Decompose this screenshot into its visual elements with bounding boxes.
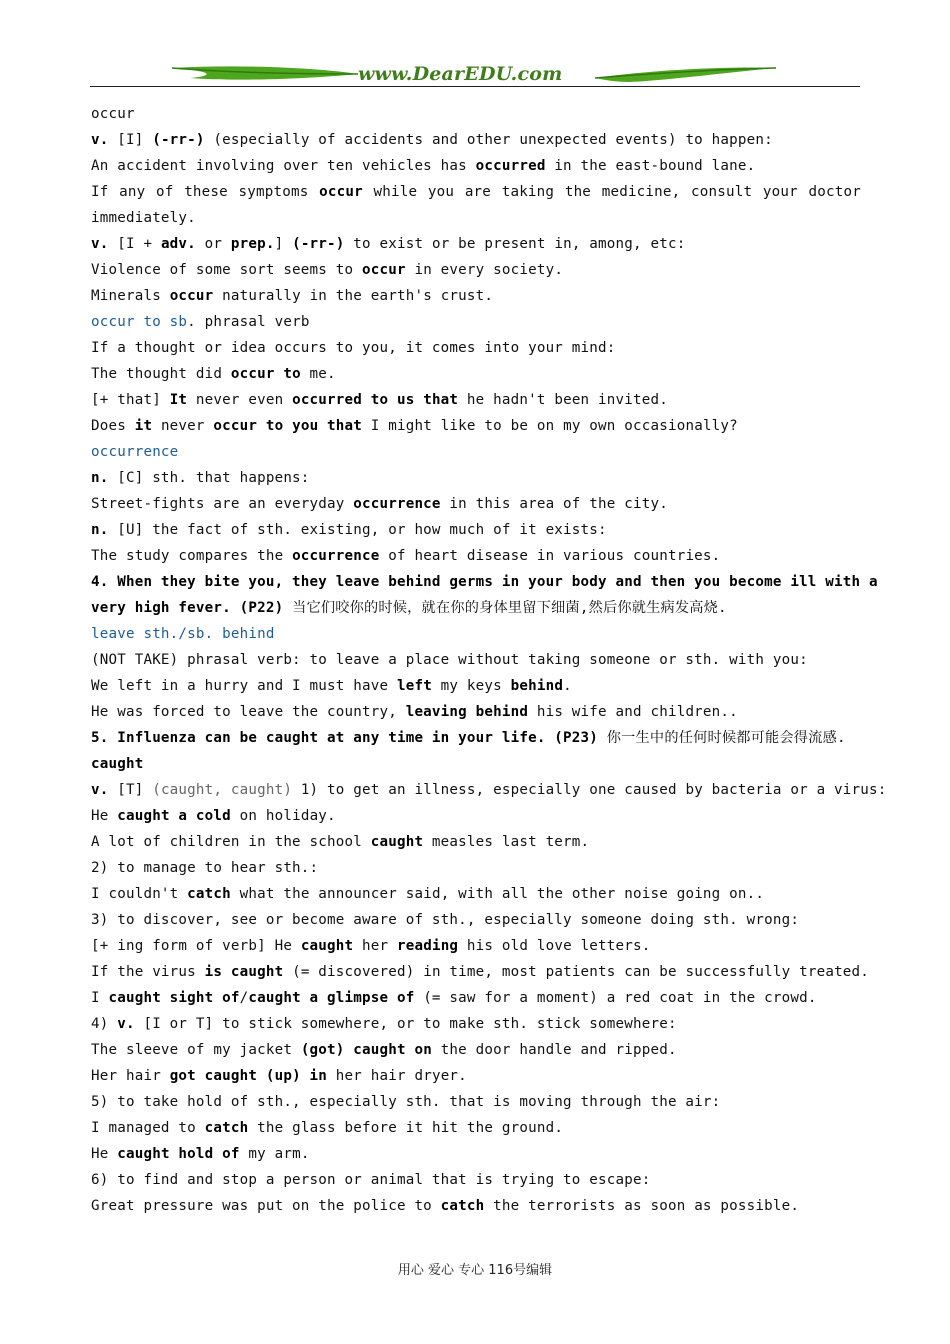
line-text: her	[353, 938, 397, 954]
line-text: never even	[187, 392, 293, 408]
line-text: /	[239, 990, 249, 1006]
bold-term: (-rr-)	[152, 132, 205, 148]
line-text: ]	[274, 236, 293, 252]
text-line	[91, 153, 861, 179]
line-text: 你一生中的任何时候都可能会得流感.	[606, 730, 846, 746]
text-line	[91, 959, 870, 985]
text-line	[91, 205, 861, 231]
line-text: [U] the fact of sth. existing, or how much of it exists:	[108, 522, 607, 538]
text-line	[91, 257, 861, 283]
line-text: Violence of some sort seems to	[91, 262, 362, 278]
document-body	[91, 101, 887, 1219]
line-text: in this area of the city.	[440, 496, 668, 512]
text-line	[91, 1193, 861, 1219]
line-text: in the east-bound lane.	[545, 158, 756, 174]
bold-term: very high fever. (P22)	[91, 600, 293, 616]
line-text: An accident involving over ten vehicles has	[91, 158, 476, 174]
bold-term: leaving behind	[405, 704, 529, 720]
line-text: We left in a hurry and I must have	[91, 678, 397, 694]
text-line	[91, 387, 861, 413]
verb-forms: (caught, caught)	[152, 782, 293, 798]
text-line	[91, 491, 861, 517]
line-text: the door handle and ripped.	[431, 1042, 677, 1058]
line-text: [I]	[108, 132, 153, 148]
bold-term: it	[134, 418, 153, 434]
site-logo-text: www.DearEDU.com	[358, 63, 563, 85]
line-text: 6) to find and stop a person or animal that is trying to escape:	[91, 1172, 651, 1188]
line-text: The thought did	[91, 366, 231, 382]
bold-term: reading	[396, 938, 459, 954]
bold-term: v.	[91, 782, 109, 798]
line-text: [I or T] to stick somewhere, or to make sth. stick somewhere:	[134, 1016, 677, 1032]
text-line	[91, 829, 861, 855]
line-text: Street-fights are an everyday	[91, 496, 354, 512]
bold-term: caught a cold	[117, 808, 231, 824]
text-line	[91, 127, 861, 153]
bold-term: got caught (up) in	[169, 1068, 328, 1084]
line-text: in every society.	[405, 262, 564, 278]
page-footer: 用心 爱心 专心 116号编辑	[397, 1263, 553, 1278]
bold-term: occurred	[475, 158, 546, 174]
bold-term: caught a glimpse of	[248, 990, 415, 1006]
text-line	[91, 803, 861, 829]
bold-term: occur to you that	[213, 418, 363, 434]
text-line	[91, 465, 861, 491]
line-text: measles last term.	[423, 834, 590, 850]
text-line	[91, 985, 861, 1011]
bold-term: occur	[362, 262, 406, 278]
text-line	[91, 1089, 861, 1115]
line-text: naturally in the earth's crust.	[213, 288, 494, 304]
line-text: He was forced to leave the country,	[91, 704, 406, 720]
line-text: [C] sth. that happens:	[108, 470, 310, 486]
line-text: 当它们咬你的时候，就在你的身体里留下细菌,然后你就生病发高烧.	[292, 600, 727, 616]
text-line	[91, 101, 861, 127]
text-line	[91, 595, 861, 621]
line-text: Her hair	[91, 1068, 170, 1084]
line-text: I	[91, 990, 109, 1006]
line-text: (NOT TAKE) phrasal verb: to leave a place without taking someone or sth. with you:	[91, 652, 808, 668]
line-text: my arm.	[239, 1146, 310, 1162]
line-text: I managed to	[91, 1120, 205, 1136]
bold-term: catch	[204, 1120, 249, 1136]
line-text: If a thought or idea occurs to you, it comes into your mind:	[91, 340, 616, 356]
bold-term: v.	[91, 236, 109, 252]
line-text: Minerals	[91, 288, 170, 304]
text-line	[91, 673, 861, 699]
line-text: me.	[300, 366, 336, 382]
text-line	[91, 907, 861, 933]
bold-term: caught	[91, 756, 144, 772]
line-text: 5) to take hold of sth., especially sth. that is moving through the air:	[91, 1094, 721, 1110]
text-line	[91, 699, 861, 725]
text-line	[91, 439, 861, 465]
bold-term: v.	[117, 1016, 135, 1032]
text-line	[91, 881, 861, 907]
line-text: (= discovered) in time, most patients can be successfully treated.	[283, 964, 870, 980]
line-text: what the announcer said, with all the other noise going on..	[230, 886, 765, 902]
bold-term: is caught	[204, 964, 284, 980]
bold-term: It	[169, 392, 188, 408]
line-text: his wife and children..	[528, 704, 738, 720]
line-text: I couldn't	[91, 886, 188, 902]
bold-term: 4. When they bite you, they leave behind germs in your body and then you become ill with a	[91, 574, 878, 590]
line-text: to exist or be present in, among, etc:	[344, 236, 686, 252]
bold-term: catch	[440, 1198, 485, 1214]
line-text: I might like to be on my own occasionally?	[362, 418, 738, 434]
line-text: of heart disease in various countries.	[379, 548, 721, 564]
line-text: occur	[91, 106, 135, 122]
line-text: while you are taking the medicine, consult your doctor	[362, 184, 861, 200]
bold-term: 5. Influenza can be caught at any time in your life. (P23)	[91, 730, 607, 746]
bold-term: (got) caught on	[300, 1042, 432, 1058]
line-text: he hadn't been invited.	[458, 392, 668, 408]
line-text: (= saw for a moment) a red coat in the crowd.	[414, 990, 817, 1006]
bold-term: caught	[300, 938, 354, 954]
line-text: The sleeve of my jacket	[91, 1042, 301, 1058]
text-line	[91, 751, 861, 777]
bold-term: caught	[370, 834, 424, 850]
bold-term: (-rr-)	[292, 236, 345, 252]
text-line	[91, 647, 861, 673]
text-line	[91, 569, 878, 595]
text-line	[91, 1141, 861, 1167]
text-line	[91, 725, 861, 751]
line-text: never	[152, 418, 214, 434]
line-text: 2) to manage to hear sth.:	[91, 860, 319, 876]
text-line	[91, 543, 861, 569]
text-line	[91, 361, 861, 387]
bold-term: catch	[187, 886, 231, 902]
text-line	[91, 413, 861, 439]
bold-term: caught sight of	[108, 990, 240, 1006]
line-text: 4)	[91, 1016, 118, 1032]
line-text: [T]	[108, 782, 153, 798]
headword-link: occur to sb	[91, 314, 188, 330]
text-line	[91, 335, 861, 361]
bold-term: occur	[169, 288, 214, 304]
line-text: Great pressure was put on the police to	[91, 1198, 441, 1214]
line-text: .	[563, 678, 572, 694]
text-line	[91, 777, 887, 803]
header-rule	[90, 86, 860, 87]
line-text: on holiday.	[230, 808, 336, 824]
line-text: my keys	[431, 678, 511, 694]
bold-term: n.	[91, 522, 109, 538]
text-line	[91, 179, 861, 205]
bold-term: prep.	[230, 236, 275, 252]
line-text: . phrasal verb	[187, 314, 310, 330]
text-line	[91, 1037, 861, 1063]
text-line	[91, 1011, 861, 1037]
bold-term: occurrence	[353, 496, 441, 512]
text-line	[91, 231, 861, 257]
line-text: 3) to discover, see or become aware of sth., especially someone doing sth. wrong:	[91, 912, 800, 928]
text-line	[91, 309, 861, 335]
page-header	[90, 62, 860, 92]
line-text: the glass before it hit the ground.	[248, 1120, 564, 1136]
line-text: He	[91, 1146, 118, 1162]
headword-link: occurrence	[91, 444, 179, 460]
bold-term: n.	[91, 470, 109, 486]
text-line	[91, 933, 861, 959]
line-text: If the virus	[91, 964, 205, 980]
line-text: He	[91, 808, 118, 824]
line-text: [+ ing form of verb] He	[91, 938, 301, 954]
text-line	[91, 283, 861, 309]
bold-term: left	[396, 678, 432, 694]
text-line	[91, 621, 861, 647]
bold-term: occurred to us that	[292, 392, 459, 408]
line-text: A lot of children in the school	[91, 834, 371, 850]
line-text: [+ that]	[91, 392, 170, 408]
text-line	[91, 1115, 861, 1141]
line-text: [	[108, 236, 126, 252]
bold-term: occur	[319, 184, 363, 200]
line-text: his old love letters.	[458, 938, 651, 954]
bold-term: caught hold of	[117, 1146, 240, 1162]
line-text: (especially of accidents and other unexpected events) to happen:	[204, 132, 773, 148]
line-text: the terrorists as soon as possible.	[484, 1198, 800, 1214]
text-line	[91, 517, 861, 543]
line-text: I +	[125, 236, 161, 252]
bold-term: occur to	[230, 366, 301, 382]
bold-term: occurrence	[292, 548, 380, 564]
text-line	[91, 855, 861, 881]
line-text: 1) to get an illness, especially one caused by bacteria or a virus:	[292, 782, 887, 798]
line-text: her hair dryer.	[327, 1068, 467, 1084]
bold-term: behind	[510, 678, 564, 694]
headword-link: leave sth./sb. behind	[91, 626, 275, 642]
text-line	[91, 1063, 861, 1089]
line-text: Does	[91, 418, 135, 434]
line-text: immediately.	[91, 210, 196, 226]
line-text: or	[195, 236, 231, 252]
line-text: If any of these symptoms	[91, 184, 320, 200]
bold-term: adv.	[160, 236, 196, 252]
line-text: The study compares the	[91, 548, 293, 564]
text-line	[91, 1167, 861, 1193]
bold-term: v.	[91, 132, 109, 148]
